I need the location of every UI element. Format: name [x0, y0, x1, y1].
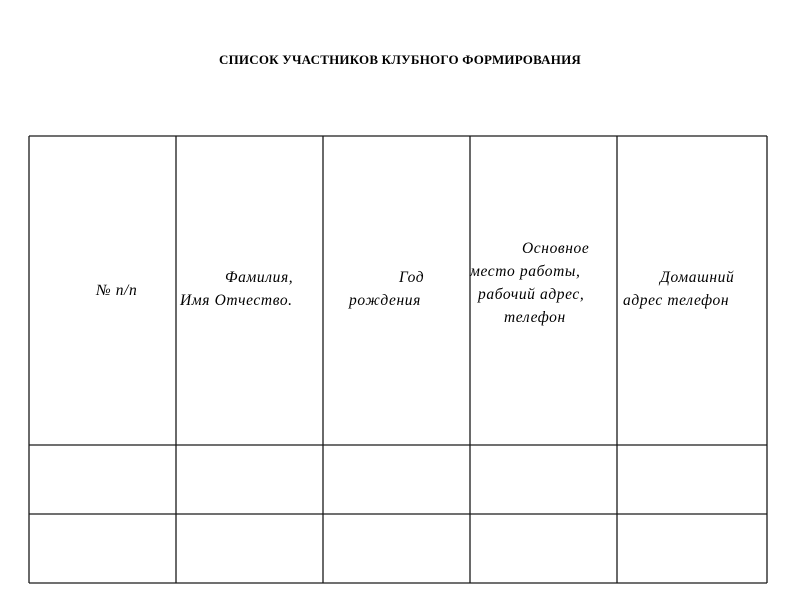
header-number-line-1: № п/п: [96, 282, 138, 299]
table-cell: [30, 515, 175, 582]
header-workplace-line-3: рабочий адрес,: [478, 286, 585, 303]
header-workplace-line-1: Основное: [522, 240, 590, 257]
header-workplace: [470, 237, 616, 329]
table-cell: [324, 446, 469, 513]
table-cell: [618, 515, 766, 582]
table-cell: [618, 446, 766, 513]
table-cell: [471, 515, 616, 582]
header-workplace-line-2: место работы,: [470, 263, 581, 280]
table-cell: [177, 446, 322, 513]
table-cell: [30, 446, 175, 513]
header-workplace-line-4: телефон: [504, 309, 566, 326]
header-full-name: [180, 266, 320, 312]
header-full-name-line-1: Фамилия,: [225, 269, 294, 286]
table-cell: [324, 515, 469, 582]
header-home-address: [623, 266, 765, 312]
header-birth-year-line-1: Год: [399, 269, 425, 286]
table-cell: [177, 515, 322, 582]
header-number: [96, 279, 137, 302]
header-birth-year-line-2: рождения: [349, 292, 421, 309]
header-home-address-line-1: Домашний: [660, 269, 735, 286]
header-home-address-line-2: адрес телефон: [623, 292, 730, 309]
table-cell: [471, 446, 616, 513]
header-full-name-line-2: Имя Отчество.: [180, 292, 293, 309]
header-birth-year: [349, 266, 467, 312]
document-title: СПИСОК УЧАСТНИКОВ КЛУБНОГО ФОРМИРОВАНИЯ: [219, 52, 581, 67]
